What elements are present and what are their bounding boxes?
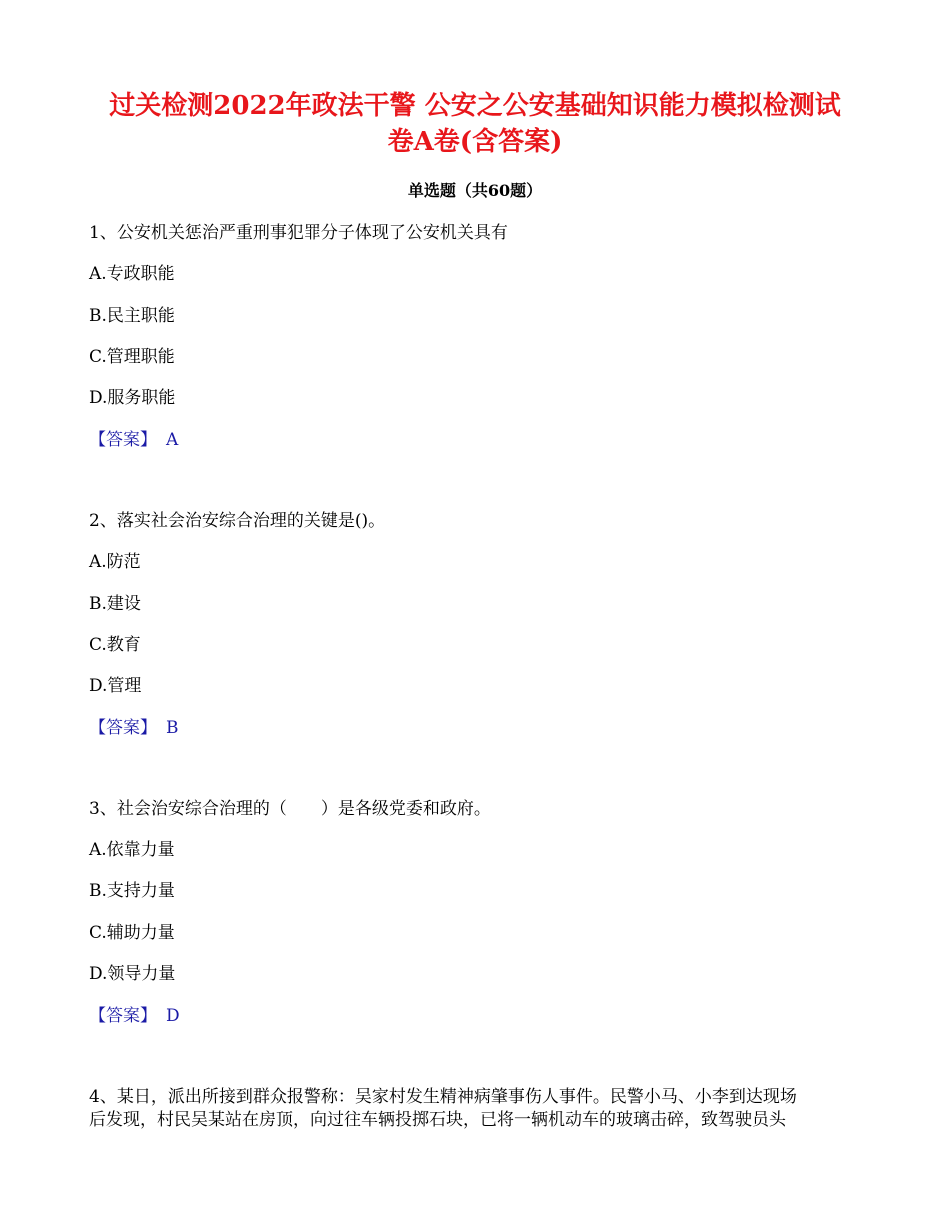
question-4-stem-line-1: 4、某日，派出所接到群众报警称：吴家村发生精神病肇事伤人事件。民警小马、小李到达现场 [89,1087,797,1107]
document-title-line-2: 卷A卷(含答案) [387,127,563,157]
answer-value: D [166,1006,180,1026]
document-title-line-1: 过关检测2022年政法干警 公安之公安基础知识能力模拟检测试 [109,91,841,121]
question-1-option-a: A.专政职能 [89,264,175,284]
question-3-option-c: C.辅助力量 [89,923,175,943]
question-3-stem: 3、社会治安综合治理的（ ）是各级党委和政府。 [89,799,491,819]
answer-label: 【答案】 [89,430,157,450]
question-1-option-c: C.管理职能 [89,347,175,367]
question-3-answer [89,1005,180,1027]
question-2-answer [89,717,179,739]
question-3-option-d: D.领导力量 [89,964,176,984]
section-heading: 单选题（共60题） [407,181,543,200]
document-title [60,88,890,160]
question-1-option-d: D.服务职能 [89,388,176,408]
question-1-stem: 1、公安机关惩治严重刑事犯罪分子体现了公安机关具有 [89,223,508,243]
question-2-option-c: C.教育 [89,635,141,655]
answer-label: 【答案】 [89,1006,157,1026]
question-1-option-b: B.民主职能 [89,306,175,326]
answer-label: 【答案】 [89,718,157,738]
answer-value: A [166,430,179,450]
question-4-stem-line-2: 后发现，村民吴某站在房顶，向过往车辆投掷石块，已将一辆机动车的玻璃击碎，致驾驶员头 [89,1110,786,1130]
question-3-option-b: B.支持力量 [89,881,175,901]
question-3-option-a: A.依靠力量 [89,840,175,860]
answer-value: B [166,718,179,738]
question-1-answer [89,429,178,451]
question-2-option-a: A.防范 [89,552,141,572]
question-2-option-d: D.管理 [89,676,142,696]
question-2-stem: 2、落实社会治安综合治理的关键是()。 [89,511,386,531]
question-2-option-b: B.建设 [89,594,141,614]
